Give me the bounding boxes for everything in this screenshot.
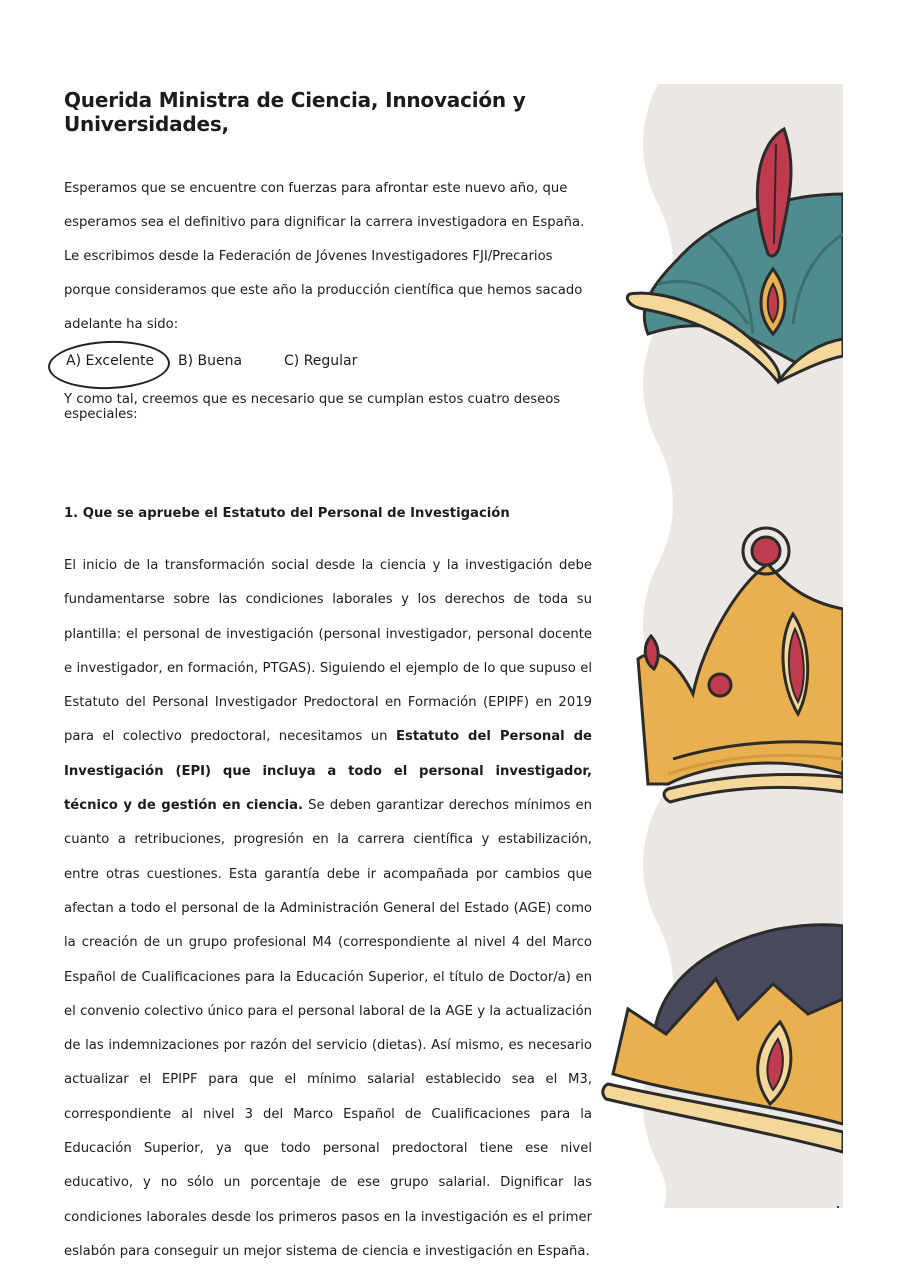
- letter-greeting: Querida Ministra de Ciencia, Innovación y Universidades,: [64, 88, 526, 136]
- body-part-2: Se deben garantizar derechos mínimos en cuanto a retribuciones, progresión en la carrera científica y estabilización, entre otras cuestiones. Esta garantía debe ir acompañada por cambios que afectan a todo el personal de la Administración General del Estado (AGE) como la creación de un grupo profesional M4 (correspondiente al nivel 4 del Marco Español de Cualificaciones para la Educación Superior, el título de Doctor/a) en el convenio colectivo único para el personal laboral de la AGE y la actualización de las indemnizaciones por razón del servicio (dietas). Así mismo, es necesario actualizar el EPIPF para que el mínimo salarial establecido sea el M3, correspondiente al nivel 3 del Marco Español de Cualificaciones para la Educación Superior, ya que todo personal predoctoral tiene ese nivel educativo, y no sólo un porcentaje de ese grupo salarial. Dignificar las condiciones laborales desde los primeros pasos en la investigación es el primer eslabón para conseguir un mejor sistema de ciencia e investigación en España.: [64, 798, 593, 1259]
- wishes-intro: Y como tal, creemos que es necesario que se cumplan estos cuatro deseos especiales:: [64, 392, 561, 422]
- option-a: A) Excelente: [66, 353, 155, 369]
- side-illustrations: [598, 84, 843, 1208]
- body-part-1: El inicio de la transformación social desde la ciencia y la investigación debe fundamentarse sobre las condiciones laborales y los derechos de toda su plantilla: el personal de investigación (personal investigador, personal docente e investigador, en formación, PTGAS). Siguiendo el ejemplo de lo que supuso el Estatuto del Personal Investigador Predoctoral en Formación (EPIPF) en 2019 para el colectivo predoctoral, necesitamos un: [64, 558, 592, 745]
- option-b: B) Buena: [178, 353, 243, 369]
- letter-content: [64, 88, 592, 1269]
- section-body: [64, 549, 592, 1269]
- section-title: 1. Que se apruebe el Estatuto del Personal de Investigación: [64, 506, 510, 521]
- option-c: C) Regular: [284, 353, 358, 369]
- body-bold: Estatuto del Personal de Investigación (EPI) que incluya a todo el personal investigador, técnico y de gestión en ciencia.: [64, 729, 592, 814]
- page-dot: [837, 1206, 839, 1208]
- intro-paragraph: Esperamos que se encuentre con fuerzas para afrontar este nuevo año, que esperamos sea el definitivo para dignificar la carrera investigadora en España. Le escribimos desde la Federación de Jóvenes Investigadores FJI/Precarios porque consideramos que este año la producción científica que hemos sacado adelante ha sido:: [64, 181, 585, 332]
- rating-options: [64, 342, 592, 382]
